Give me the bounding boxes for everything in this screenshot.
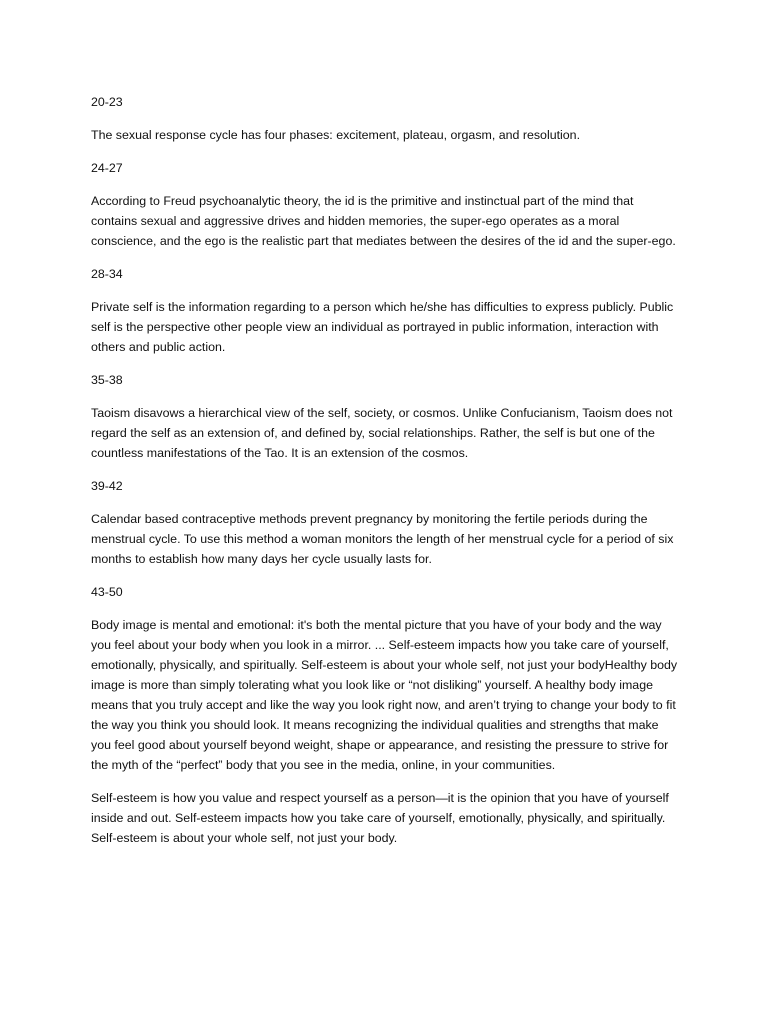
paragraph-body-image: Body image is mental and emotional: it's both the mental picture that you have of your body and the way you feel about your body when you look in a mirror. ... Self-esteem impacts how you take care of yourself, emotionally, physically, and spiritually. Self-esteem is about your whole self, not just your bodyHealthy body image is more than simply tolerating what you look like or “not disliking” yourself. A healthy body image means that you truly accept and like the way you look right now, and aren’t trying to change your body to fit the way you think you should look. It means recognizing the individual qualities and strengths that make you feel good about yourself beyond weight, shape or appearance, and resisting the pressure to strive for the myth of the “perfect” body that you see in the media, online, in your communities. — [91, 618, 678, 772]
paragraph-calendar-methods: Calendar based contraceptive methods prevent pregnancy by monitoring the fertile periods during the menstrual cycle. To use this method a woman monitors the length of her menstrual cycle for a period of six months to establish how many days her cycle usually lasts for. — [91, 512, 674, 566]
section-label-28-34: 28-34 — [91, 267, 123, 281]
paragraph-freud-theory: According to Freud psychoanalytic theory, the id is the primitive and instinctual part of the mind that contains sexual and aggressive drives and hidden memories, the super-ego operates as a moral conscience, and the ego is the realistic part that mediates between the desires of the id and the super-ego. — [91, 194, 676, 248]
section-label-43-50: 43-50 — [91, 585, 123, 599]
paragraph-private-public-self: Private self is the information regarding to a person which he/she has difficulties to express publicly. Public self is the perspective other people view an individual as portrayed in public information, interaction with others and public action. — [91, 300, 674, 354]
paragraph-sexual-response-cycle: The sexual response cycle has four phases: excitement, plateau, orgasm, and resolution. — [91, 128, 581, 142]
paragraph-taoism: Taoism disavows a hierarchical view of the self, society, or cosmos. Unlike Confucianism, Taoism does not regard the self as an extension of, and defined by, social relationships. Rather, the self is but one of the countless manifestations of the Tao. It is an extension of the cosmos. — [91, 406, 673, 460]
section-label-39-42: 39-42 — [91, 479, 123, 493]
document-body — [91, 92, 679, 861]
paragraph-self-esteem: Self-esteem is how you value and respect yourself as a person—it is the opinion that you have of yourself inside and out. Self-esteem impacts how you take care of yourself, emotionally, physically, and spiritually. Self-esteem is about your whole self, not just your body. — [91, 791, 669, 845]
section-label-35-38: 35-38 — [91, 373, 123, 387]
section-label-24-27: 24-27 — [91, 161, 123, 175]
section-label-20-23: 20-23 — [91, 95, 123, 109]
